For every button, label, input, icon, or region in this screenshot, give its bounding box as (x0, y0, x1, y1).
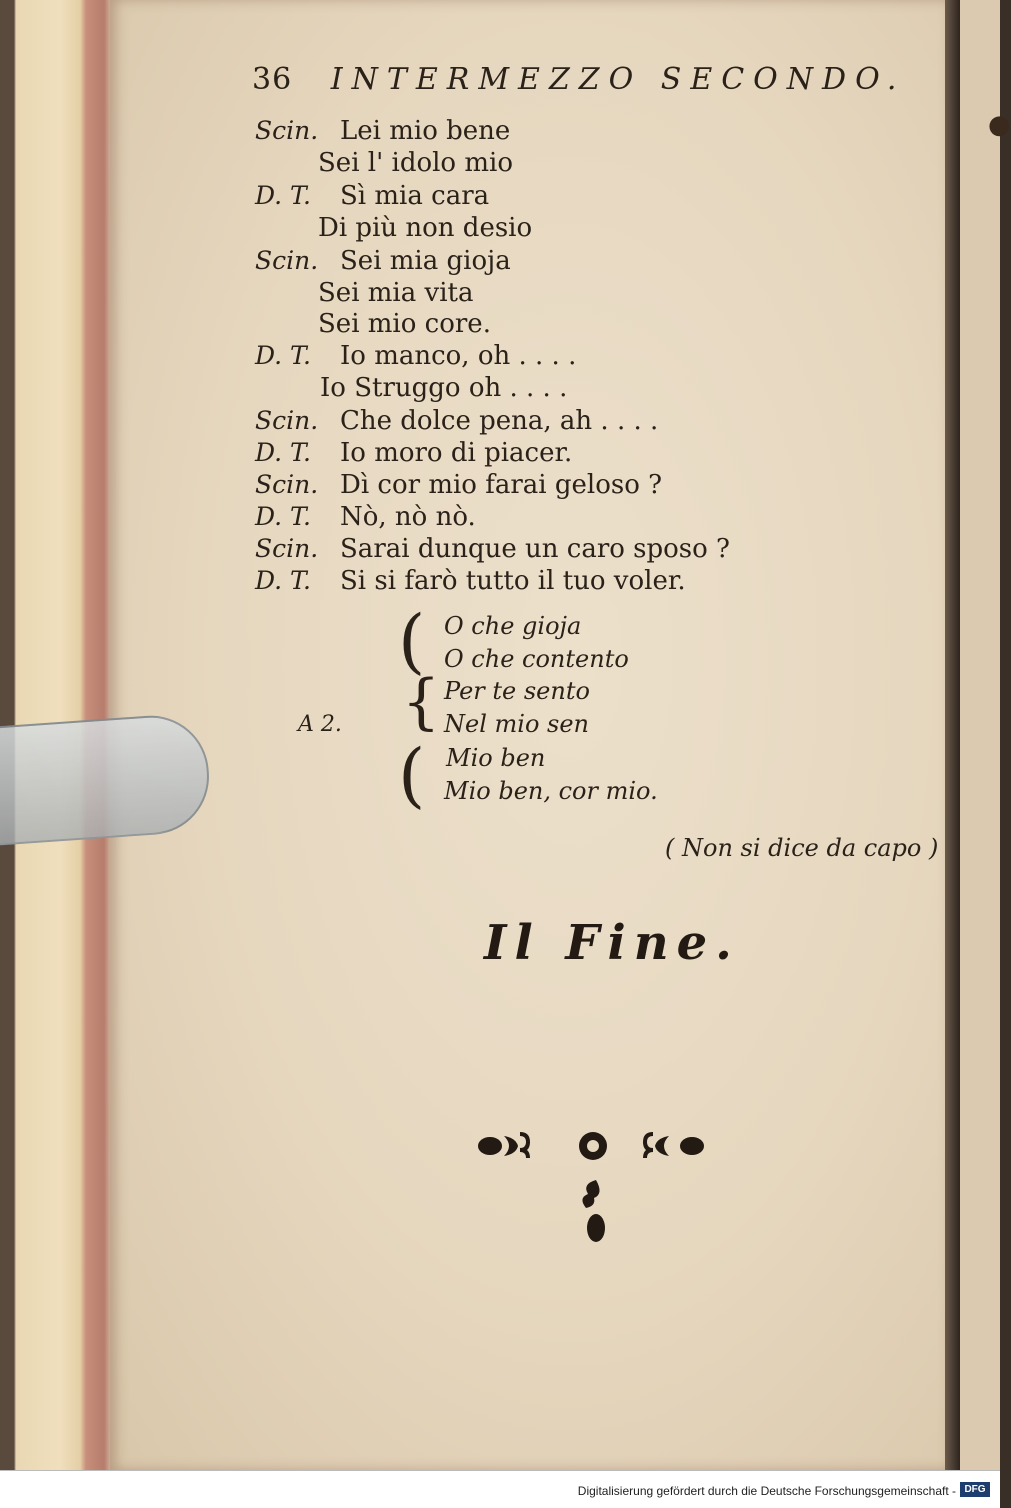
line-text: Io Struggo oh . . . . (320, 373, 568, 403)
line-text: Si si farò tutto il tuo voler. (340, 566, 686, 596)
line-text: Che dolce pena, ah . . . . (340, 406, 659, 436)
line-text: Sì mia cara (340, 181, 490, 211)
duet-line: Mio ben, cor mio. (444, 777, 658, 805)
speaker-label: D. T. (255, 341, 311, 370)
line-text: Sarai dunque un caro sposo ? (340, 534, 730, 564)
speaker-label: D. T. (255, 438, 311, 467)
line-text: Sei l' idolo mio (318, 148, 513, 178)
ornament-leaf-icon (478, 1137, 502, 1155)
page-number: 36 (252, 62, 293, 97)
duet-label: A 2. (298, 712, 342, 737)
printers-ornament (470, 1120, 730, 1250)
page-header (252, 62, 905, 97)
line-text: Di più non desio (318, 213, 533, 243)
line-text: Io moro di piacer. (340, 438, 573, 468)
line-text: Sei mio core. (318, 309, 491, 339)
speaker-label: Scin. (255, 116, 319, 145)
facing-page-edge (960, 0, 1000, 1470)
ornament-scroll-icon (504, 1136, 518, 1156)
page-title: INTERMEZZO SECONDO. (330, 62, 906, 97)
speaker-label: D. T. (255, 502, 311, 531)
facing-page-text: ● (988, 110, 1011, 140)
dfg-logo: DFG (960, 1482, 990, 1497)
speaker-label: Scin. (255, 534, 319, 563)
speaker-label: D. T. (255, 181, 311, 210)
speaker-label: Scin. (255, 470, 319, 499)
curly-brace: { (402, 667, 441, 737)
line-text: Nò, nò nò. (340, 502, 476, 532)
left-bracket: ( (398, 734, 426, 816)
line-text: Dì cor mio farai geloso ? (340, 470, 663, 500)
line-text: Sei mia vita (318, 278, 474, 308)
duet-line: Per te sento (444, 677, 590, 705)
left-bracket: ( (398, 600, 426, 682)
speaker-label: D. T. (255, 566, 311, 595)
stage-note: ( Non si dice da capo ) (665, 834, 939, 862)
line-text: Lei mio bene (340, 116, 511, 146)
ornament-drop-icon (582, 1180, 599, 1208)
footer-credit: Digitalisierung gefördert durch die Deutsche Forschungsgemeinschaft - (577, 1484, 956, 1498)
ending-title: Il Fine. (484, 915, 740, 971)
speaker-label: Scin. (255, 246, 319, 275)
duet-line: Mio ben (446, 744, 546, 772)
duet-line: Nel mio sen (444, 710, 589, 738)
digitization-footer (0, 1470, 1000, 1508)
speaker-label: Scin. (255, 406, 319, 435)
duet-line: O che contento (444, 645, 629, 673)
duet-line: O che gioja (444, 612, 582, 640)
book-gutter (945, 0, 960, 1470)
line-text: Io manco, oh . . . . (340, 341, 577, 371)
line-text: Sei mia gioja (340, 246, 511, 276)
